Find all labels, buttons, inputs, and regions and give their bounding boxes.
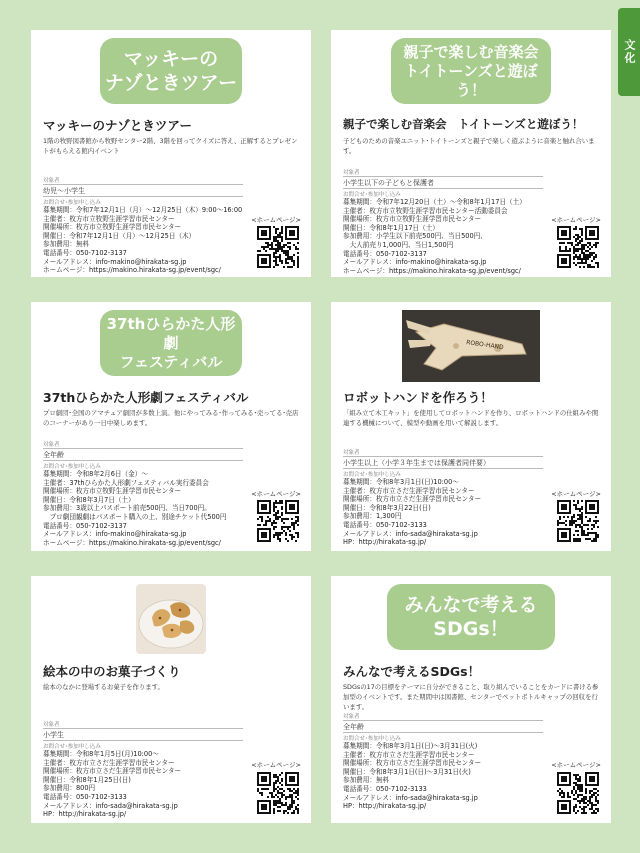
contact-label: お問合せ･参加申し込み xyxy=(43,464,101,470)
divider xyxy=(43,460,243,461)
info-line: メールアドレス：info-makino@hirakata-sg.jp xyxy=(43,257,187,266)
info-line[interactable]: ホームページ：https://makino.hirakata-sg.jp/event/sgc/ xyxy=(43,538,221,547)
event-title: みんなで考えるSDGs！ xyxy=(343,664,481,679)
event-banner: マッキーの ナゾときツアー xyxy=(100,38,242,104)
info-line: 大人前売り1,000円、当日1,500円 xyxy=(343,240,454,249)
target-label: 対象者 xyxy=(43,442,60,448)
divider xyxy=(343,468,543,469)
event-card-makino-nazotoki xyxy=(31,30,311,277)
contact-label: お問合せ･参加申し込み xyxy=(43,744,101,750)
info-line: メールアドレス：info-sada@hirakata-sg.jp xyxy=(43,801,178,810)
info-line: 開催日：令和8年1月17日（土） xyxy=(343,223,439,232)
info-line: プロ劇団観劇はパスポート購入の上、別途チケット代500円 xyxy=(43,512,227,521)
info-line: 開催場所：枚方市立牧野生涯学習市民センター xyxy=(43,223,182,232)
info-line: 主催者：枚方市立さだ生涯学習市民センター xyxy=(343,486,475,495)
info-line: 開催場所：枚方市立さだ生涯学習市民センター xyxy=(43,767,182,776)
info-line: メールアドレス：info-makino@hirakata-sg.jp xyxy=(343,258,487,267)
info-line: 主催者：37thひらかた人形劇フェスティバル実行委員会 xyxy=(43,478,209,487)
event-description: 子どものための音楽ユニット･トイトーンズと親子で楽しく遊ぶように音楽と触れ合います。 xyxy=(343,137,595,155)
event-info xyxy=(43,206,253,275)
homepage-label: <ホームページ> xyxy=(551,216,601,224)
event-title: ロボットハンドを作ろう！ xyxy=(343,390,493,405)
info-line[interactable]: HP：http://hirakata-sg.jp/ xyxy=(43,810,127,819)
event-info xyxy=(343,478,553,547)
target-value: 幼児〜小学生 xyxy=(43,187,85,195)
info-line: 募集期間：令和8年3月1日(日)〜3月31日(火) xyxy=(343,742,478,750)
info-line: 主催者：枚方市立牧野生涯学習市民センター活動委員会 xyxy=(343,206,508,215)
info-line: メールアドレス：info-makino@hirakata-sg.jp xyxy=(43,530,187,539)
homepage-label: <ホームページ> xyxy=(251,216,301,224)
divider xyxy=(43,448,243,449)
robot-hand-photo xyxy=(402,310,540,382)
event-description: 「組み立て木工キット」を使用してロボットハンドを作り、ロボットハンドの仕組みや関連する機械について、模型や動画を用いて解説します。 xyxy=(343,409,599,427)
info-line: 募集期間：令和8年2月6日（金）〜 xyxy=(43,470,148,478)
info-line: 参加費用：800円 xyxy=(43,784,96,793)
info-line: 参加費用：1,300円 xyxy=(343,512,402,521)
info-line: 募集期間：令和7年12月1日（月）〜12月25日（木）9:00〜16:00 xyxy=(43,206,243,214)
info-line: 電話番号：050-7102-3133 xyxy=(43,792,127,801)
divider xyxy=(343,456,543,457)
divider xyxy=(343,732,543,733)
target-label: 対象者 xyxy=(343,450,360,456)
info-line: 電話番号：050-7102-3137 xyxy=(343,249,427,258)
info-line: 開催日：令和7年12月1日（月）〜12月25日（木） xyxy=(43,231,196,240)
event-info xyxy=(43,750,253,819)
target-value: 小学生以上（小学３年生までは保護者同伴要） xyxy=(343,459,490,467)
info-line: 主催者：枚方市立さだ生涯学習市民センター xyxy=(43,758,175,767)
info-line: 開催場所：枚方市立牧野生涯学習市民センター xyxy=(343,215,482,224)
event-banner: 37thひらかた人形劇 フェスティバル xyxy=(100,310,242,376)
divider xyxy=(43,740,243,741)
section-tab-culture[interactable]: 文化 xyxy=(618,8,640,96)
event-banner: みんなで考える SDGs！ xyxy=(387,584,555,650)
event-title: 37thひらかた人形劇フェスティバル xyxy=(43,390,249,405)
target-label: 対象者 xyxy=(343,170,360,176)
sweets-photo xyxy=(136,584,206,654)
info-line: 電話番号：050-7102-3133 xyxy=(343,520,427,529)
qr-code-icon[interactable] xyxy=(257,500,299,542)
event-card-toitones xyxy=(331,30,611,277)
qr-code-icon[interactable] xyxy=(257,226,299,268)
event-info xyxy=(343,742,553,811)
info-line: 募集期間：令和8年3月1日(日)10:00〜 xyxy=(343,478,459,486)
divider xyxy=(343,720,543,721)
homepage-label: <ホームページ> xyxy=(551,490,601,498)
target-value: 全年齢 xyxy=(343,723,364,731)
contact-label: お問合せ･参加申し込み xyxy=(43,200,101,206)
divider xyxy=(43,196,243,197)
event-title: マッキーのナゾときツアー xyxy=(43,118,193,133)
info-line: 募集期間：令和8年1月5日(月)10:00〜 xyxy=(43,750,159,758)
info-line: 参加費用：無料 xyxy=(343,776,390,785)
target-label: 対象者 xyxy=(43,722,60,728)
info-line: 参加費用：小学生以下前売500円、当日500円、 xyxy=(343,232,487,241)
qr-code-icon[interactable] xyxy=(557,226,599,268)
info-line: 開催日：令和8年3月1日(日)〜3月31日(火) xyxy=(343,767,471,776)
event-description: 絵本のなかに登場するお菓子を作ります。 xyxy=(43,683,164,691)
event-card-robot-hand xyxy=(331,302,611,551)
target-value: 小学生 xyxy=(43,731,64,739)
event-card-picture-book-sweets xyxy=(31,576,311,823)
info-line[interactable]: HP：http://hirakata-sg.jp/ xyxy=(343,538,427,547)
info-line: 開催日：令和8年1月25日(日) xyxy=(43,775,131,784)
info-line: 開催日：令和8年3月22日(日) xyxy=(343,503,431,512)
qr-code-icon[interactable] xyxy=(257,772,299,814)
event-title: 絵本の中のお菓子づくり xyxy=(43,664,181,679)
info-line: 参加費用：無料 xyxy=(43,240,90,249)
target-value: 小学生以下の子どもと保護者 xyxy=(343,179,434,187)
qr-code-icon[interactable] xyxy=(557,500,599,542)
event-info xyxy=(343,198,553,275)
divider xyxy=(343,188,543,189)
info-line: 募集期間：令和7年12月20日（土）〜令和8年1月17日（土） xyxy=(343,198,526,206)
info-line: 参加費用：3歳以上パスポート前売500円、当日700円。 xyxy=(43,504,211,513)
info-line[interactable]: ホームページ：https://makino.hirakata-sg.jp/event/sgc/ xyxy=(343,266,521,275)
homepage-label: <ホームページ> xyxy=(251,490,301,498)
contact-label: お問合せ･参加申し込み xyxy=(343,192,401,198)
event-card-puppet-festival xyxy=(31,302,311,551)
divider xyxy=(43,728,243,729)
event-card-sdgs xyxy=(331,576,611,823)
qr-code-icon[interactable] xyxy=(557,772,599,814)
info-line: 開催日：令和8年3月7日（土） xyxy=(43,495,135,504)
info-line: 電話番号：050-7102-3137 xyxy=(43,521,127,530)
event-title: 親子で楽しむ音楽会 トイトーンズと遊ぼう！ xyxy=(343,117,584,131)
info-line: 主催者：枚方市立牧野生涯学習市民センター xyxy=(43,214,175,223)
event-description: SDGsの17の目標をテーマに自分ができること、取り組んでいることをカードに書ける参加型のイベントです。また期間中は図書館、センターでペットボトルキャップの回収を行います。 xyxy=(343,683,599,711)
event-description: 1階の牧野図書館から牧野センター2階、3階を回ってクイズに答え、正解するとプレゼントがもらえる館内イベント xyxy=(43,137,298,155)
robo-hand-photo-text: ROBO-HAND xyxy=(465,339,505,352)
event-info xyxy=(43,470,253,547)
info-line: 開催場所：枚方市立さだ生涯学習市民センター xyxy=(343,495,482,504)
target-label: 対象者 xyxy=(43,178,60,184)
contact-label: お問合せ･参加申し込み xyxy=(343,736,401,742)
event-banner: 親子で楽しむ音楽会 トイトーンズと遊ぼう！ xyxy=(391,38,551,104)
info-line: 開催場所：枚方市立さだ生涯学習市民センター xyxy=(343,759,482,768)
target-value: 全年齢 xyxy=(43,451,64,459)
info-line: メールアドレス：info-sada@hirakata-sg.jp xyxy=(343,793,478,802)
info-line: 開催場所：枚方市立牧野生涯学習市民センター xyxy=(43,487,182,496)
homepage-label: <ホームページ> xyxy=(551,761,601,769)
contact-label: お問合せ･参加申し込み xyxy=(343,472,401,478)
info-line: 電話番号：050-7102-3137 xyxy=(43,248,127,257)
divider xyxy=(43,184,243,185)
divider xyxy=(343,176,543,177)
info-line: 電話番号：050-7102-3133 xyxy=(343,784,427,793)
homepage-label: <ホームページ> xyxy=(251,761,301,769)
info-line[interactable]: HP：http://hirakata-sg.jp/ xyxy=(343,802,427,811)
event-description: プロ劇団･全国のアマチュア劇団が多数上演。他にやってみる･作ってみる･売ってる･売店のコーナーがあり一日中楽しめます。 xyxy=(43,409,299,427)
info-line: 主催者：枚方市立さだ生涯学習市民センター xyxy=(343,750,475,759)
info-line[interactable]: ホームページ：https://makino.hirakata-sg.jp/event/sgc/ xyxy=(43,266,221,275)
info-line: メールアドレス：info-sada@hirakata-sg.jp xyxy=(343,529,478,538)
target-label: 対象者 xyxy=(343,714,360,720)
